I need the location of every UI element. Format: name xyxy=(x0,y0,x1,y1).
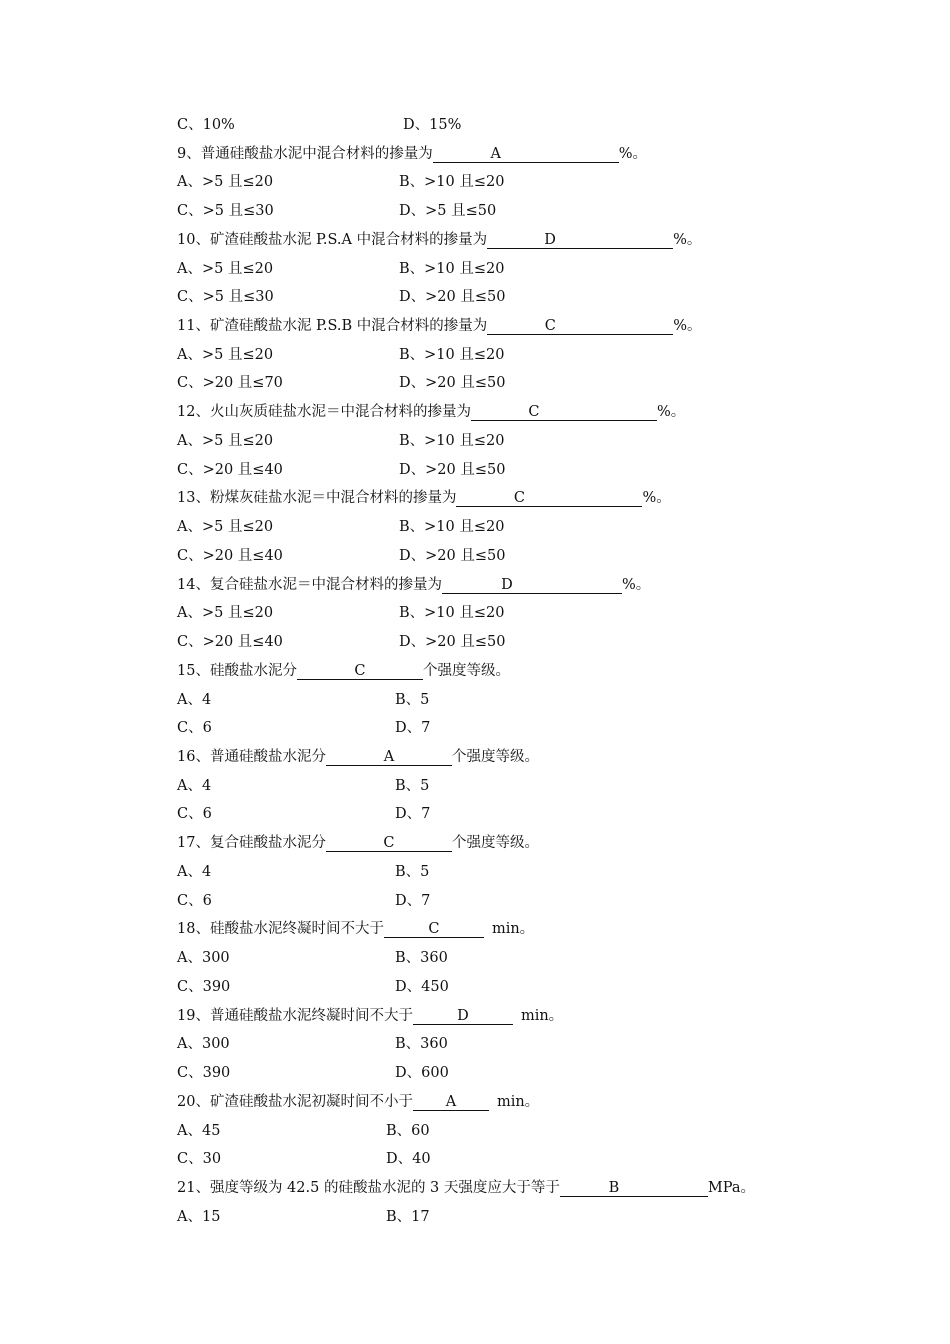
option-b: B、360 xyxy=(395,950,448,966)
answer-blank xyxy=(413,1005,513,1025)
answer-blank xyxy=(471,401,657,421)
option-a: A、15 xyxy=(177,1209,221,1225)
question-text: 9、普通硅酸盐水泥中混合材料的掺量为 xyxy=(177,146,433,162)
answer-letter: C xyxy=(528,404,540,420)
option-c: C、6 xyxy=(177,806,212,822)
question-suffix: %。 xyxy=(656,404,686,420)
answer-letter: B xyxy=(608,1180,620,1196)
answer-blank xyxy=(384,918,484,938)
answer-letter: A xyxy=(383,749,395,765)
option-c: C、>20 且≤40 xyxy=(177,462,283,478)
question-suffix: %。 xyxy=(618,146,648,162)
question-21 xyxy=(177,1176,755,1200)
answer-blank xyxy=(487,315,673,335)
answer-blank xyxy=(433,143,619,163)
option-c: C、6 xyxy=(177,720,212,736)
answer-letter: C xyxy=(513,490,525,506)
answer-blank xyxy=(442,574,622,594)
option-d: D、7 xyxy=(395,720,431,736)
option-b: B、5 xyxy=(395,864,430,880)
option-d: D、>20 且≤50 xyxy=(399,634,506,650)
option-a: A、>5 且≤20 xyxy=(177,174,274,190)
option-d: D、>20 且≤50 xyxy=(399,548,506,564)
question-suffix: MPa。 xyxy=(707,1180,756,1196)
question-text: 19、普通硅酸盐水泥终凝时间不大于 xyxy=(177,1008,413,1024)
option-d: D、40 xyxy=(386,1151,431,1167)
question-suffix: %。 xyxy=(642,490,671,506)
question-suffix: 个强度等级。 xyxy=(422,663,510,679)
answer-letter: C xyxy=(428,921,440,937)
answer-blank xyxy=(560,1177,708,1197)
question-14 xyxy=(177,573,650,597)
question-text: 11、矿渣硅酸盐水泥 P.S.B 中混合材料的掺量为 xyxy=(177,318,488,334)
question-13 xyxy=(177,486,671,510)
question-20 xyxy=(177,1090,539,1114)
question-9 xyxy=(177,142,647,166)
question-suffix: %。 xyxy=(621,577,651,593)
option-b: B、>10 且≤20 xyxy=(399,433,505,449)
option-c: C、>20 且≤70 xyxy=(177,375,283,391)
option-a: A、>5 且≤20 xyxy=(177,347,274,363)
option-b: B、17 xyxy=(386,1209,430,1225)
answer-blank xyxy=(326,746,452,766)
answer-blank xyxy=(413,1091,489,1111)
question-11 xyxy=(177,314,702,338)
question-suffix: 个强度等级。 xyxy=(451,749,539,765)
question-10 xyxy=(177,228,701,252)
question-text: 13、粉煤灰硅盐水泥＝中混合材料的掺量为 xyxy=(177,490,457,506)
option-b: B、5 xyxy=(395,692,430,708)
question-text: 20、矿渣硅酸盐水泥初凝时间不小于 xyxy=(177,1094,413,1110)
question-12 xyxy=(177,400,685,424)
option-d: D、7 xyxy=(395,893,431,909)
question-text: 21、强度等级为 42.5 的硅酸盐水泥的 3 天强度应大于等于 xyxy=(177,1180,560,1196)
answer-letter: D xyxy=(501,577,513,593)
answer-blank xyxy=(487,229,673,249)
option-a: A、300 xyxy=(177,1036,230,1052)
answer-blank xyxy=(297,660,423,680)
question-text: 15、硅酸盐水泥分 xyxy=(177,663,297,679)
question-suffix: min。 xyxy=(491,921,535,937)
question-suffix: min。 xyxy=(496,1094,540,1110)
option-d: D、>20 且≤50 xyxy=(399,462,506,478)
option-a: A、300 xyxy=(177,950,230,966)
option-a: A、45 xyxy=(177,1123,221,1139)
option-c: C、>5 且≤30 xyxy=(177,289,274,305)
option-a: A、4 xyxy=(177,778,212,794)
option-a: A、>5 且≤20 xyxy=(177,605,274,621)
question-17 xyxy=(177,831,539,855)
question-suffix: %。 xyxy=(673,232,702,248)
question-text: 14、复合硅盐水泥＝中混合材料的掺量为 xyxy=(177,577,442,593)
option-d: D、15% xyxy=(403,117,462,133)
option-c: C、390 xyxy=(177,979,231,995)
answer-letter: C xyxy=(383,835,395,851)
answer-blank xyxy=(456,487,642,507)
option-c: C、390 xyxy=(177,1065,231,1081)
answer-letter: D xyxy=(457,1008,469,1024)
option-b: B、>10 且≤20 xyxy=(399,347,505,363)
option-c: C、30 xyxy=(177,1151,222,1167)
option-c: C、>5 且≤30 xyxy=(177,203,274,219)
question-text: 17、复合硅酸盐水泥分 xyxy=(177,835,326,851)
option-b: B、>10 且≤20 xyxy=(399,261,505,277)
option-c: C、>20 且≤40 xyxy=(177,548,283,564)
question-text: 18、硅酸盐水泥终凝时间不大于 xyxy=(177,921,384,937)
option-b: B、>10 且≤20 xyxy=(399,605,505,621)
question-suffix: 个强度等级。 xyxy=(451,835,539,851)
option-a: A、4 xyxy=(177,864,212,880)
question-text: 16、普通硅酸盐水泥分 xyxy=(177,749,326,765)
option-b: B、5 xyxy=(395,778,430,794)
answer-letter: D xyxy=(544,232,556,248)
option-d: D、>20 且≤50 xyxy=(399,375,506,391)
option-d: D、600 xyxy=(395,1065,449,1081)
answer-letter: C xyxy=(354,663,366,679)
question-15 xyxy=(177,659,510,683)
option-a: A、>5 且≤20 xyxy=(177,519,274,535)
option-a: A、>5 且≤20 xyxy=(177,433,274,449)
option-d: D、>20 且≤50 xyxy=(399,289,506,305)
question-text: 10、矿渣硅酸盐水泥 P.S.A 中混合材料的掺量为 xyxy=(177,232,488,248)
option-c: C、10% xyxy=(177,117,235,133)
answer-letter: A xyxy=(490,146,501,162)
option-b: B、>10 且≤20 xyxy=(399,174,505,190)
option-a: A、>5 且≤20 xyxy=(177,261,274,277)
answer-blank xyxy=(326,832,452,852)
question-suffix: %。 xyxy=(673,318,702,334)
option-d: D、7 xyxy=(395,806,431,822)
option-b: B、60 xyxy=(386,1123,430,1139)
option-b: B、360 xyxy=(395,1036,448,1052)
question-text: 12、火山灰质硅盐水泥＝中混合材料的掺量为 xyxy=(177,404,471,420)
option-a: A、4 xyxy=(177,692,212,708)
option-c: C、>20 且≤40 xyxy=(177,634,283,650)
option-b: B、>10 且≤20 xyxy=(399,519,505,535)
option-d: D、>5 且≤50 xyxy=(399,203,497,219)
question-19 xyxy=(177,1004,563,1028)
option-d: D、450 xyxy=(395,979,449,995)
question-suffix: min。 xyxy=(520,1008,564,1024)
answer-letter: A xyxy=(445,1094,457,1110)
question-18 xyxy=(177,917,534,941)
answer-letter: C xyxy=(544,318,556,334)
option-c: C、6 xyxy=(177,893,212,909)
question-16 xyxy=(177,745,539,769)
